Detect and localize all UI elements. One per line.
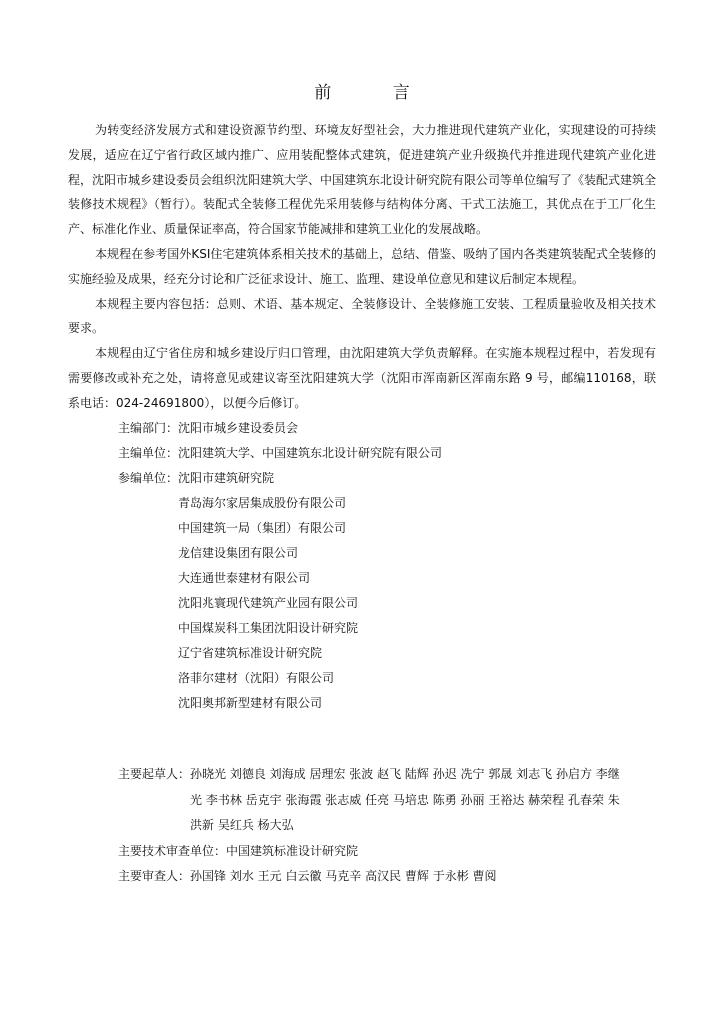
- preface-body: [68, 118, 656, 416]
- participant-unit: 沈阳奥邦新型建材有限公司: [178, 696, 323, 710]
- participant-unit: 中国建筑一局（集团）有限公司: [178, 521, 347, 535]
- drafters-line: 洪新 吴红兵 杨大弘: [190, 818, 294, 832]
- paragraph-3: 本规程主要内容包括：总则、术语、基本规定、全装修设计、全装修施工安装、工程质量验收及相关技术要求。: [68, 296, 656, 336]
- participant-unit: 辽宁省建筑标准设计研究院: [178, 646, 323, 660]
- drafting-credits: [118, 762, 658, 889]
- participant-unit: 沈阳市建筑研究院: [178, 471, 275, 485]
- reviewers-value: 孙国锋 刘水 王元 白云徽 马克辛 高汉民 曹辉 于永彬 曹阅: [190, 868, 497, 883]
- participants-row: [118, 466, 658, 716]
- review-unit-row: [118, 839, 658, 864]
- chief-units-label: 主编单位：: [118, 446, 179, 460]
- paragraph-2: 本规程在参考国外KSI住宅建筑体系相关技术的基础上，总结、借鉴、吸纳了国内各类建筑装配式全装修的实施经验及成果，经充分讨论和广泛征求设计、施工、监理、建设单位意见和建议后制定本规程。: [68, 246, 656, 286]
- chief-dept-row: [118, 416, 658, 441]
- participants-list: [178, 466, 358, 716]
- reviewers-label: 主要审查人：: [118, 868, 191, 883]
- participant-unit: 大连通世泰建材有限公司: [178, 571, 311, 585]
- chief-dept-value: 沈阳市城乡建设委员会: [178, 421, 299, 435]
- page-title: 前 言: [314, 83, 438, 103]
- drafters-names: [190, 762, 620, 839]
- participant-unit: 中国煤炭科工集团沈阳设计研究院: [178, 621, 359, 635]
- participant-unit: 龙信建设集团有限公司: [178, 546, 299, 560]
- drafters-line: 孙晓光 刘德良 刘海成 居理宏 张波 赵飞 陆辉 孙迟 冼宁 郭晟 刘志飞 孙启方 李继: [190, 767, 620, 781]
- review-unit-value: 中国建筑标准设计研究院: [226, 843, 359, 858]
- drafters-label: 主要起草人：: [118, 767, 191, 781]
- review-unit-label: 主要技术审查单位：: [118, 843, 227, 858]
- participant-unit: 沈阳兆寰现代建筑产业园有限公司: [178, 596, 359, 610]
- participant-unit: 洛菲尔建材（沈阳）有限公司: [178, 671, 335, 685]
- participants-label: 参编单位：: [118, 471, 179, 485]
- chief-dept-label: 主编部门：: [118, 421, 179, 435]
- paragraph-1: 为转变经济发展方式和建设资源节约型、环境友好型社会，大力推进现代建筑产业化，实现建设的可持续发展，适应在辽宁省行政区域内推广、应用装配整体式建筑，促进建筑产业升级换代并推进现代建筑产业化进程，沈阳市城乡建设委员会组织沈阳建筑大学、中国建筑东北设计研究院有限公司等单位编写了《装配式建筑全装修技术规程》（暂行）。装配式全装修工程优先采用装修与结构体分离、干式工法施工，其优点在于工厂化生产、标准化作业、质量保证率高，符合国家节能减排和建筑工业化的发展战略。: [68, 123, 657, 237]
- drafters-row: [118, 762, 658, 839]
- participant-unit: 青岛海尔家居集成股份有限公司: [178, 496, 347, 510]
- paragraph-4: 本规程由辽宁省住房和城乡建设厅归口管理，由沈阳建筑大学负责解释。在实施本规程过程中，若发现有需要修改或补充之处，请将意见或建议寄至沈阳建筑大学（沈阳市浑南新区浑南东路 9 号，邮编110168，联系电话：024-24691800），以便今后修订。: [68, 346, 656, 410]
- chief-units-row: [118, 441, 658, 466]
- reviewers-row: [118, 864, 658, 889]
- editorial-credits: [118, 416, 658, 716]
- chief-units-value: 沈阳建筑大学、中国建筑东北设计研究院有限公司: [178, 446, 443, 460]
- drafters-line: 光 李书林 岳克宇 张海霞 张志威 任亮 马培忠 陈勇 孙丽 王裕达 赫荣程 孔春荣 朱: [190, 792, 620, 807]
